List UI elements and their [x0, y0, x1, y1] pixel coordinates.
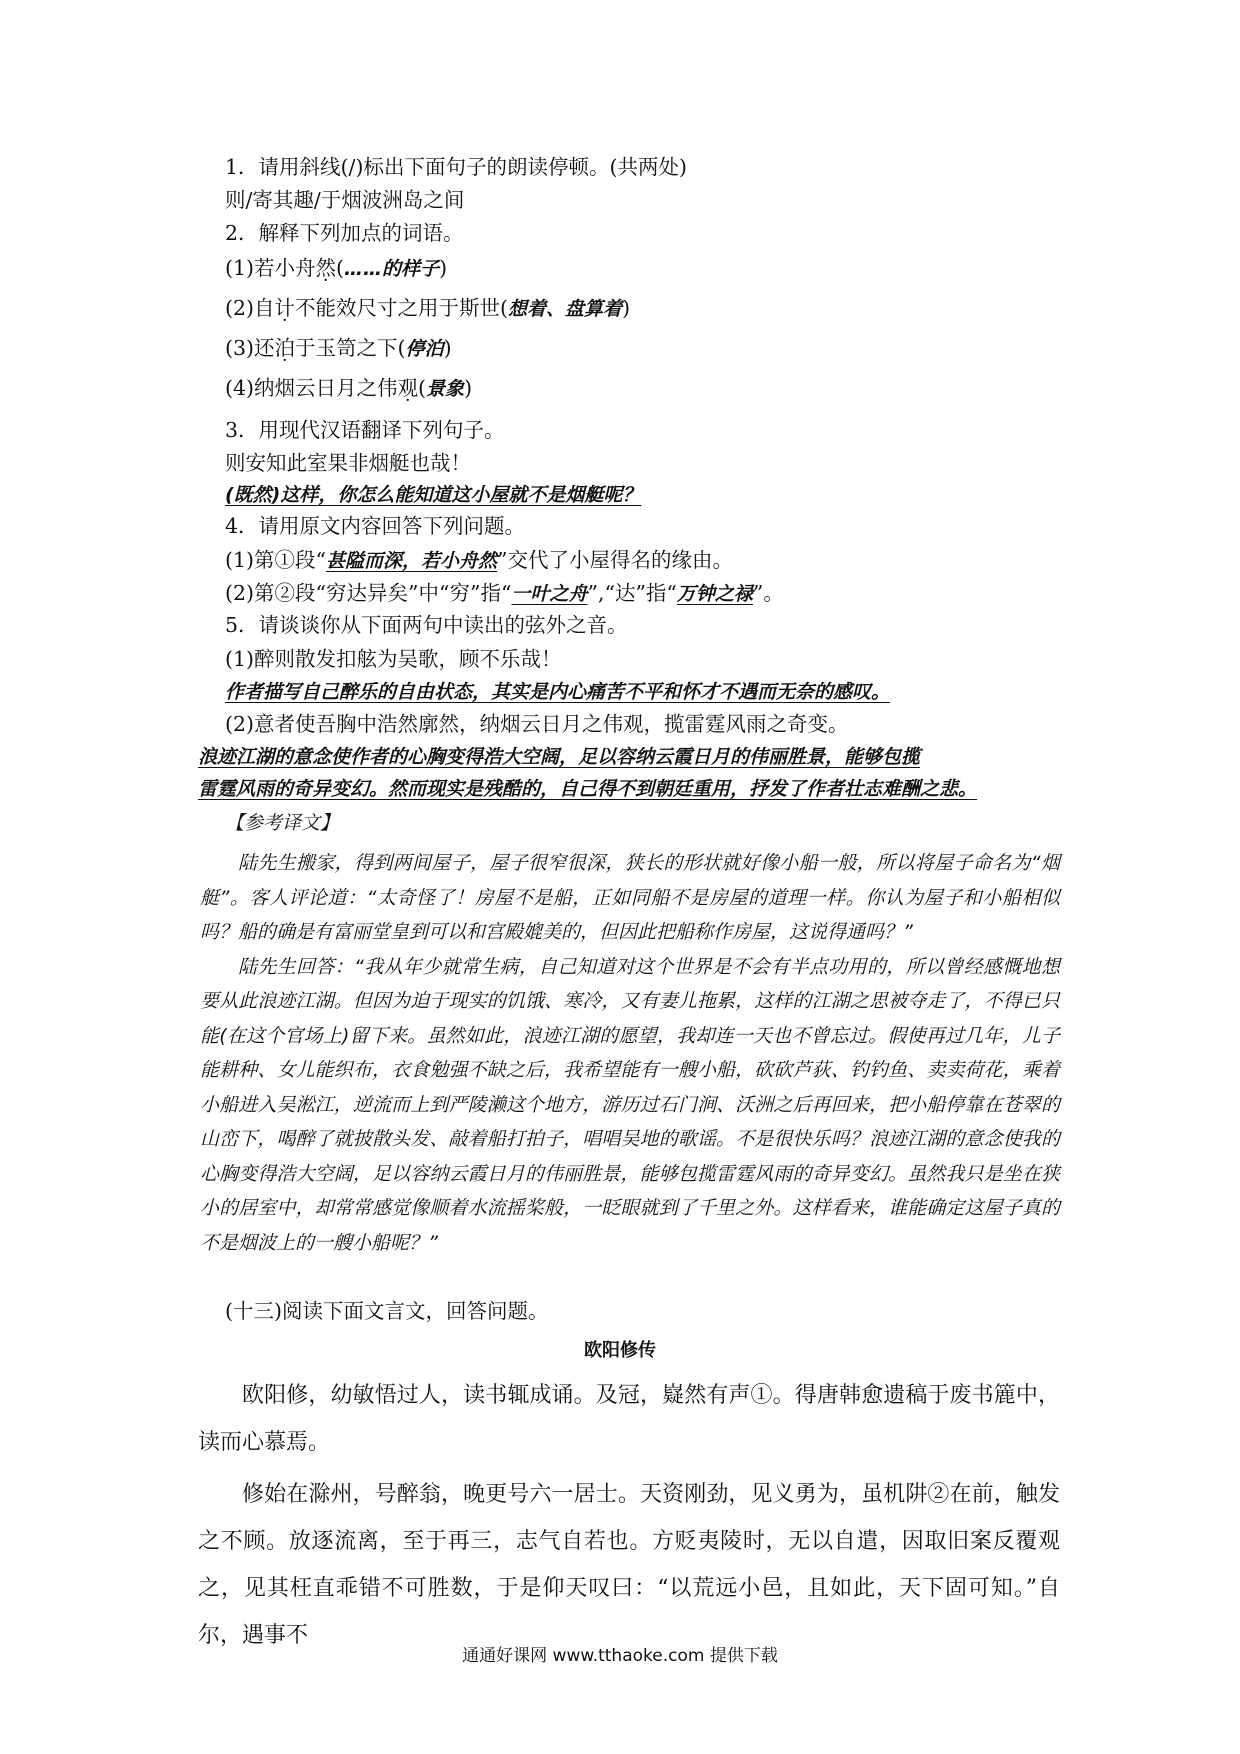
article-body [198, 1372, 1060, 1664]
question-1: 1．请用斜线(/)标出下面句子的朗读停顿。(共两处) [225, 155, 687, 179]
question-4-part-2: (2)第②段“穷达异矣”中“穷”指“一叶之舟”,“达”指“万钟之禄”。 [225, 581, 784, 605]
question-2: 2．解释下列加点的词语。 [225, 221, 464, 245]
question-5: 5．请谈谈你从下面两句中读出的弦外之音。 [225, 613, 628, 637]
reference-title: 【参考译文】 [225, 812, 340, 834]
article-title: 欧阳修传 [584, 1340, 656, 1361]
question-3-sentence: 则安知此室果非烟艇也哉！ [225, 451, 471, 475]
question-2-item-3: (3)还泊于玉笥之下(停泊) [225, 336, 452, 360]
question-2-item-1: (1)若小舟然(……的样子) [225, 256, 448, 280]
question-3: 3．用现代汉语翻译下列句子。 [225, 418, 505, 442]
reference-translation [200, 846, 1060, 1260]
reference-paragraph-1: 陆先生搬家，得到两间屋子，屋子很窄很深，狭长的形状就好像小船一般，所以将屋子命名为“烟艇”。客人评论道：“太奇怪了！房屋不是船，正如同船不是房屋的道理一样。你认为屋子和小船相似吗？船的确是有富丽堂皇到可以和宫殿媲美的，但因此把船称作房屋，这说得通吗？” [200, 852, 1060, 943]
question-5-sentence-2: (2)意者使吾胸中浩然廓然，纳烟云日月之伟观，揽雷霆风雨之奇变。 [225, 712, 849, 736]
section-13-heading: (十三)阅读下面文言文，回答问题。 [225, 1299, 549, 1323]
reference-paragraph-2: 陆先生回答：“我从年少就常生病，自己知道对这个世界是不会有半点功用的，所以曾经感慨地想要从此浪迹江湖。但因为迫于现实的饥饿、寒冷，又有妻儿拖累，这样的江湖之思被夺走了，不得已只能(在这个官场上)留下来。虽然如此，浪迹江湖的愿望，我却连一天也不曾忘过。假使再过几年，儿子能耕种、女儿能织布，衣食勉强不缺之后，我希望能有一艘小船，砍砍芦荻、钓钓鱼、卖卖荷花，乘着小船进入吴淞江，逆流而上到严陵濑这个地方，游历过石门涧、沃洲之后再回来，把小船停靠在苍翠的山峦下，喝醉了就披散头发、敲着船打拍子，唱唱吴地的歌谣。不是很快乐吗？浪迹江湖的意念使我的心胸变得浩大空阔，足以容纳云霞日月的伟丽胜景，能够包揽雷霆风雨的奇异变幻。虽然我只是坐在狭小的居室中，却常常感觉像顺着水流摇桨般，一眨眼就到了千里之外。这样看来，谁能确定这屋子真的不是烟波上的一艘小船呢？” [200, 955, 1060, 1254]
question-2-item-4: (4)纳烟云日月之伟观(景象) [225, 376, 473, 400]
question-5-sentence-1: (1)醉则散发扣舷为吴歌，顾不乐哉！ [225, 647, 562, 671]
question-5-answer-2-line-1: 浪迹江湖的意念使作者的心胸变得浩大空阔，足以容纳云霞日月的伟丽胜景，能够包揽 [198, 746, 921, 768]
question-1-answer: 则/寄其趣/于烟波洲岛之间 [225, 188, 465, 212]
question-5-answer-1: 作者描写自己醉乐的自由状态，其实是内心痛苦不平和怀才不遇而无奈的感叹。 [225, 681, 891, 703]
footer-text: 通通好课网 www.tthaoke.com 提供下载 [462, 1646, 778, 1666]
question-2-item-2: (2)自计不能效尺寸之用于斯世(想着、盘算着) [225, 296, 631, 320]
question-5-answer-2-line-2: 雷霆风雨的奇异变幻。然而现实是残酷的，自己得不到朝廷重用，抒发了作者壮志难酬之悲。 [198, 778, 978, 800]
article-paragraph-2: 修始在滁州，号醉翁，晚更号六一居士。天资刚劲，见义勇为，虽机阱②在前，触发之不顾。放逐流离，至于再三，志气自若也。方贬夷陵时，无以自遣，因取旧案反覆观之，见其枉直乖错不可胜数，于是仰天叹曰：“以荒远小邑，且如此，天下固可知。”自尔，遇事不 [198, 1482, 1060, 1648]
question-3-answer: (既然)这样，你怎么能知道这小屋就不是烟艇呢？ [225, 484, 642, 506]
question-4-part-1: (1)第①段“甚隘而深，若小舟然”交代了小屋得名的缘由。 [225, 548, 734, 572]
article-paragraph-1: 欧阳修，幼敏悟过人，读书辄成诵。及冠，嶷然有声①。得唐韩愈遗稿于废书簏中，读而心慕焉。 [198, 1383, 1060, 1455]
question-4: 4．请用原文内容回答下列问题。 [225, 514, 526, 538]
